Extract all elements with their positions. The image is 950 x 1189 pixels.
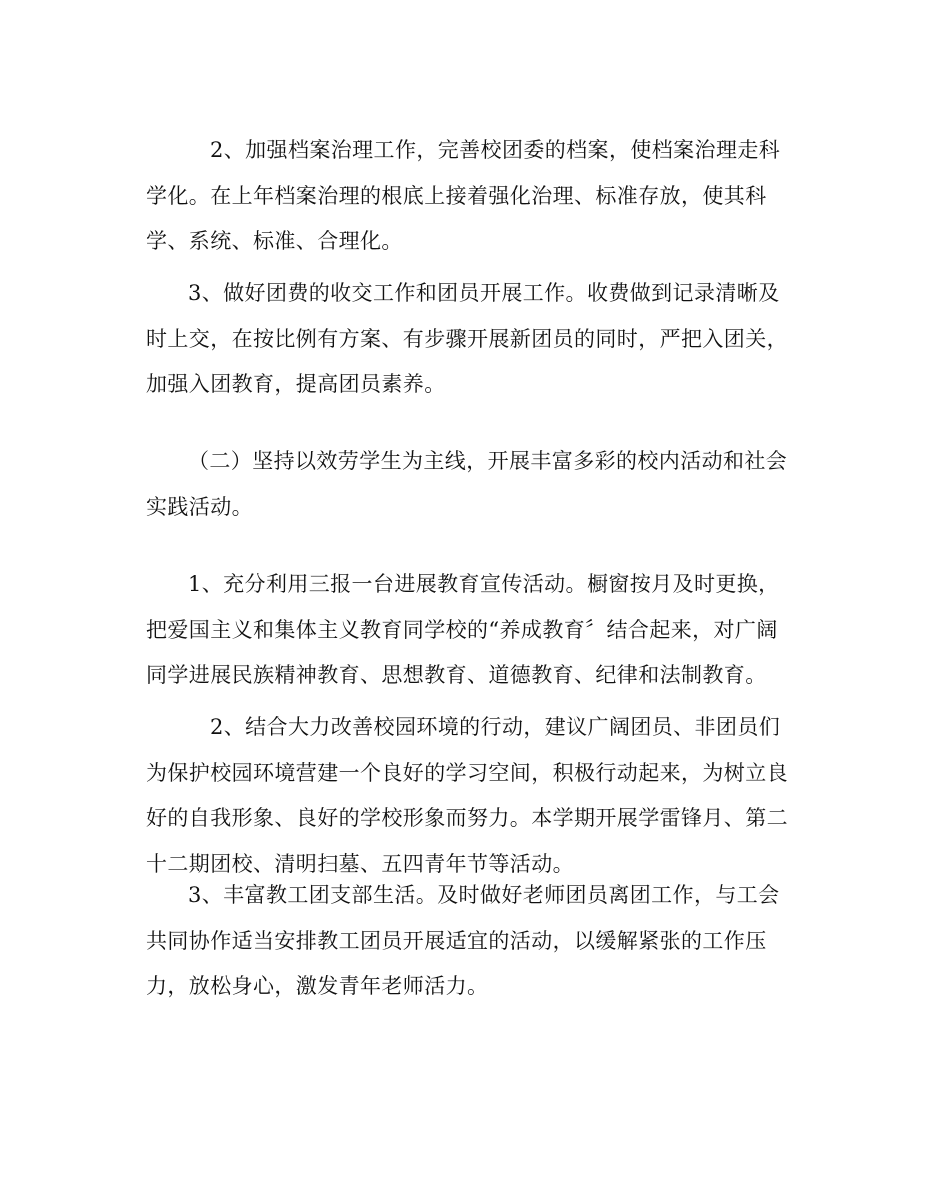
text-line: 3、做好团费的收交工作和团员开展工作。收费做到记录清晰及: [188, 281, 780, 305]
text-line: 2、结合大力改善校园环境的行动，建议广阔团员、非团员们: [210, 715, 781, 739]
paragraph-publicity-activities: [146, 562, 806, 699]
text-line: 1、充分利用三报一台进展教育宣传活动。橱窗按月及时更换，: [188, 572, 780, 596]
text-line: 时上交，在按比例有方案、有步骤开展新团员的同时，严把入团关，: [146, 326, 788, 351]
text-line: 共同协作适当安排教工团员开展适宜的活动，以缓解紧张的工作压: [146, 928, 767, 953]
text-line: 学、系统、标准、合理化。: [146, 229, 403, 253]
text-line: 实践活动。: [146, 494, 253, 519]
paragraph-section-two-heading: [146, 439, 806, 530]
text-line: 加强入团教育，提高团员素养。: [146, 372, 446, 396]
text-line: 为保护校园环境营建一个良好的学习空间，积极行动起来，为树立良: [146, 760, 788, 785]
paragraph-archive-management: [146, 128, 806, 265]
text-line: 十二期团校、清明扫墓、五四青年节等活动。: [146, 851, 574, 876]
text-line: 3、丰富教工团支部生活。及时做好老师团员离团工作，与工会: [188, 883, 780, 907]
paragraph-league-fees: [146, 271, 806, 408]
text-line: 学化。在上年档案治理的根底上接着强化治理、标准存放，使其科: [146, 183, 767, 208]
paragraph-campus-environment: [146, 705, 806, 887]
text-line: 同学进展民族精神教育、思想教育、道德教育、纪律和法制教育。: [146, 663, 767, 687]
text-line: 把爱国主义和集体主义教育同学校的“养成教育〞结合起来，对广阔: [146, 617, 778, 642]
text-line: 2、加强档案治理工作，完善校团委的档案，使档案治理走科: [210, 138, 781, 162]
text-line: 好的自我形象、良好的学校形象而努力。本学期开展学雷锋月、第二: [146, 806, 788, 830]
text-line: 力，放松身心，激发青年老师活力。: [146, 974, 489, 998]
text-line: （二）坚持以效劳学生为主线，开展丰富多彩的校内活动和社会: [188, 449, 788, 473]
paragraph-staff-league-branch: [146, 873, 806, 1010]
